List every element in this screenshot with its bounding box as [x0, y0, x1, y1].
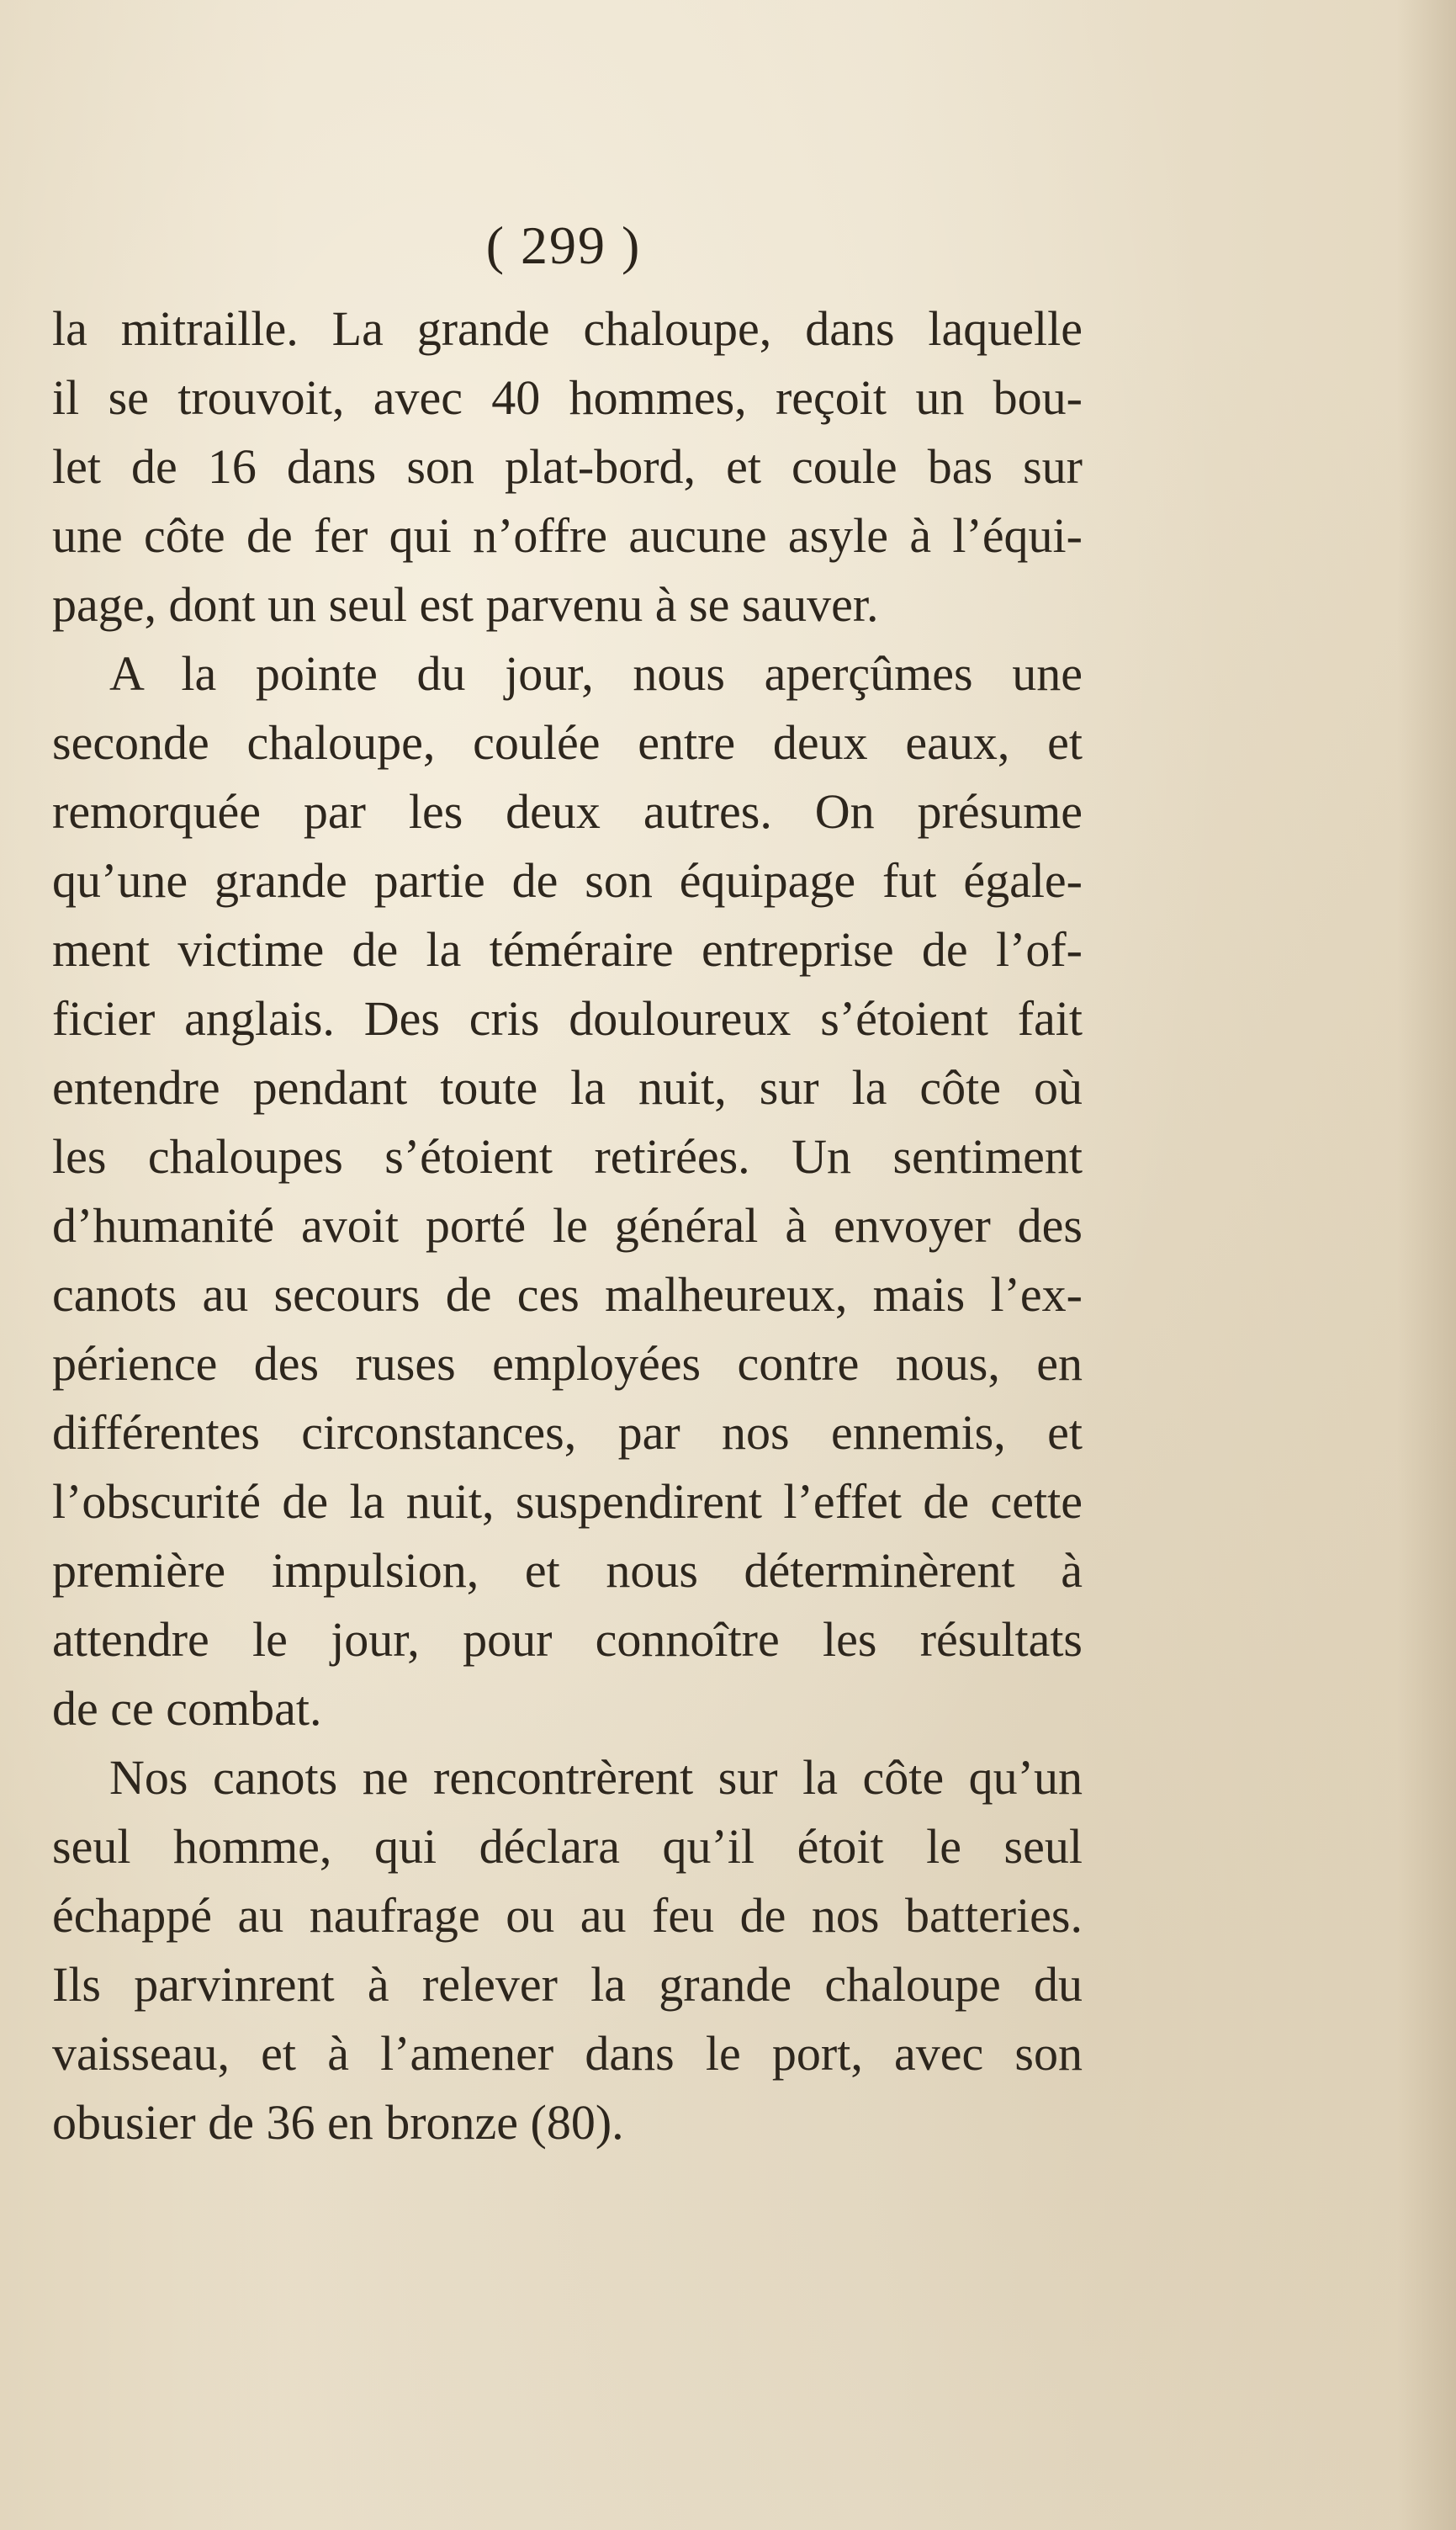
text-line: Nos canots ne rencontrèrent sur la côte qu’un [109, 1750, 1083, 1805]
text-line: première impulsion, et nous déterminèrent à [52, 1543, 1083, 1598]
text-line: ment victime de la téméraire entreprise de l’of- [52, 922, 1083, 977]
text-line: remorquée par les deux autres. On présume [52, 784, 1083, 839]
text-line: seconde chaloupe, coulée entre deux eaux, et [52, 715, 1083, 770]
text-line: vaisseau, et à l’amener dans le port, avec son [52, 2026, 1083, 2081]
page-number: ( 299 ) [485, 215, 642, 275]
text-line: échappé au naufrage ou au feu de nos batteries. [52, 1888, 1083, 1943]
text-line: d’humanité avoit porté le général à envoyer des [52, 1198, 1083, 1253]
text-line: la mitraille. La grande chaloupe, dans laquelle [52, 301, 1083, 356]
text-line: canots au secours de ces malheureux, mais l’ex- [52, 1267, 1083, 1322]
text-line: obusier de 36 en bronze (80). [52, 2095, 624, 2150]
text-line: qu’une grande partie de son équipage fut égale- [52, 853, 1083, 908]
text-line: ficier anglais. Des cris douloureux s’étoient fait [52, 991, 1083, 1046]
text-line: l’obscurité de la nuit, suspendirent l’effet de cette [52, 1474, 1083, 1529]
text-line: de ce combat. [52, 1681, 322, 1736]
text-line: une côte de fer qui n’offre aucune asyle à l’équi- [52, 508, 1083, 563]
page-fold-shadow [1397, 0, 1456, 2530]
text-line: attendre le jour, pour connoître les résultats [52, 1612, 1083, 1667]
text-line: périence des ruses employées contre nous, en [52, 1336, 1083, 1391]
text-line: différentes circonstances, par nos ennemis, et [52, 1405, 1083, 1460]
text-line: A la pointe du jour, nous aperçûmes une [109, 646, 1083, 701]
text-line: let de 16 dans son plat-bord, et coule bas sur [52, 439, 1083, 494]
text-line: page, dont un seul est parvenu à se sauver. [52, 577, 879, 632]
text-line: seul homme, qui déclara qu’il étoit le seul [52, 1819, 1083, 1874]
text-line: il se trouvoit, avec 40 hommes, reçoit un bou- [52, 370, 1083, 425]
text-line: entendre pendant toute la nuit, sur la côte où [52, 1060, 1083, 1115]
text-line: les chaloupes s’étoient retirées. Un sentiment [52, 1129, 1083, 1184]
body-text [52, 294, 1083, 2157]
text-line: Ils parvinrent à relever la grande chaloupe du [52, 1957, 1083, 2012]
